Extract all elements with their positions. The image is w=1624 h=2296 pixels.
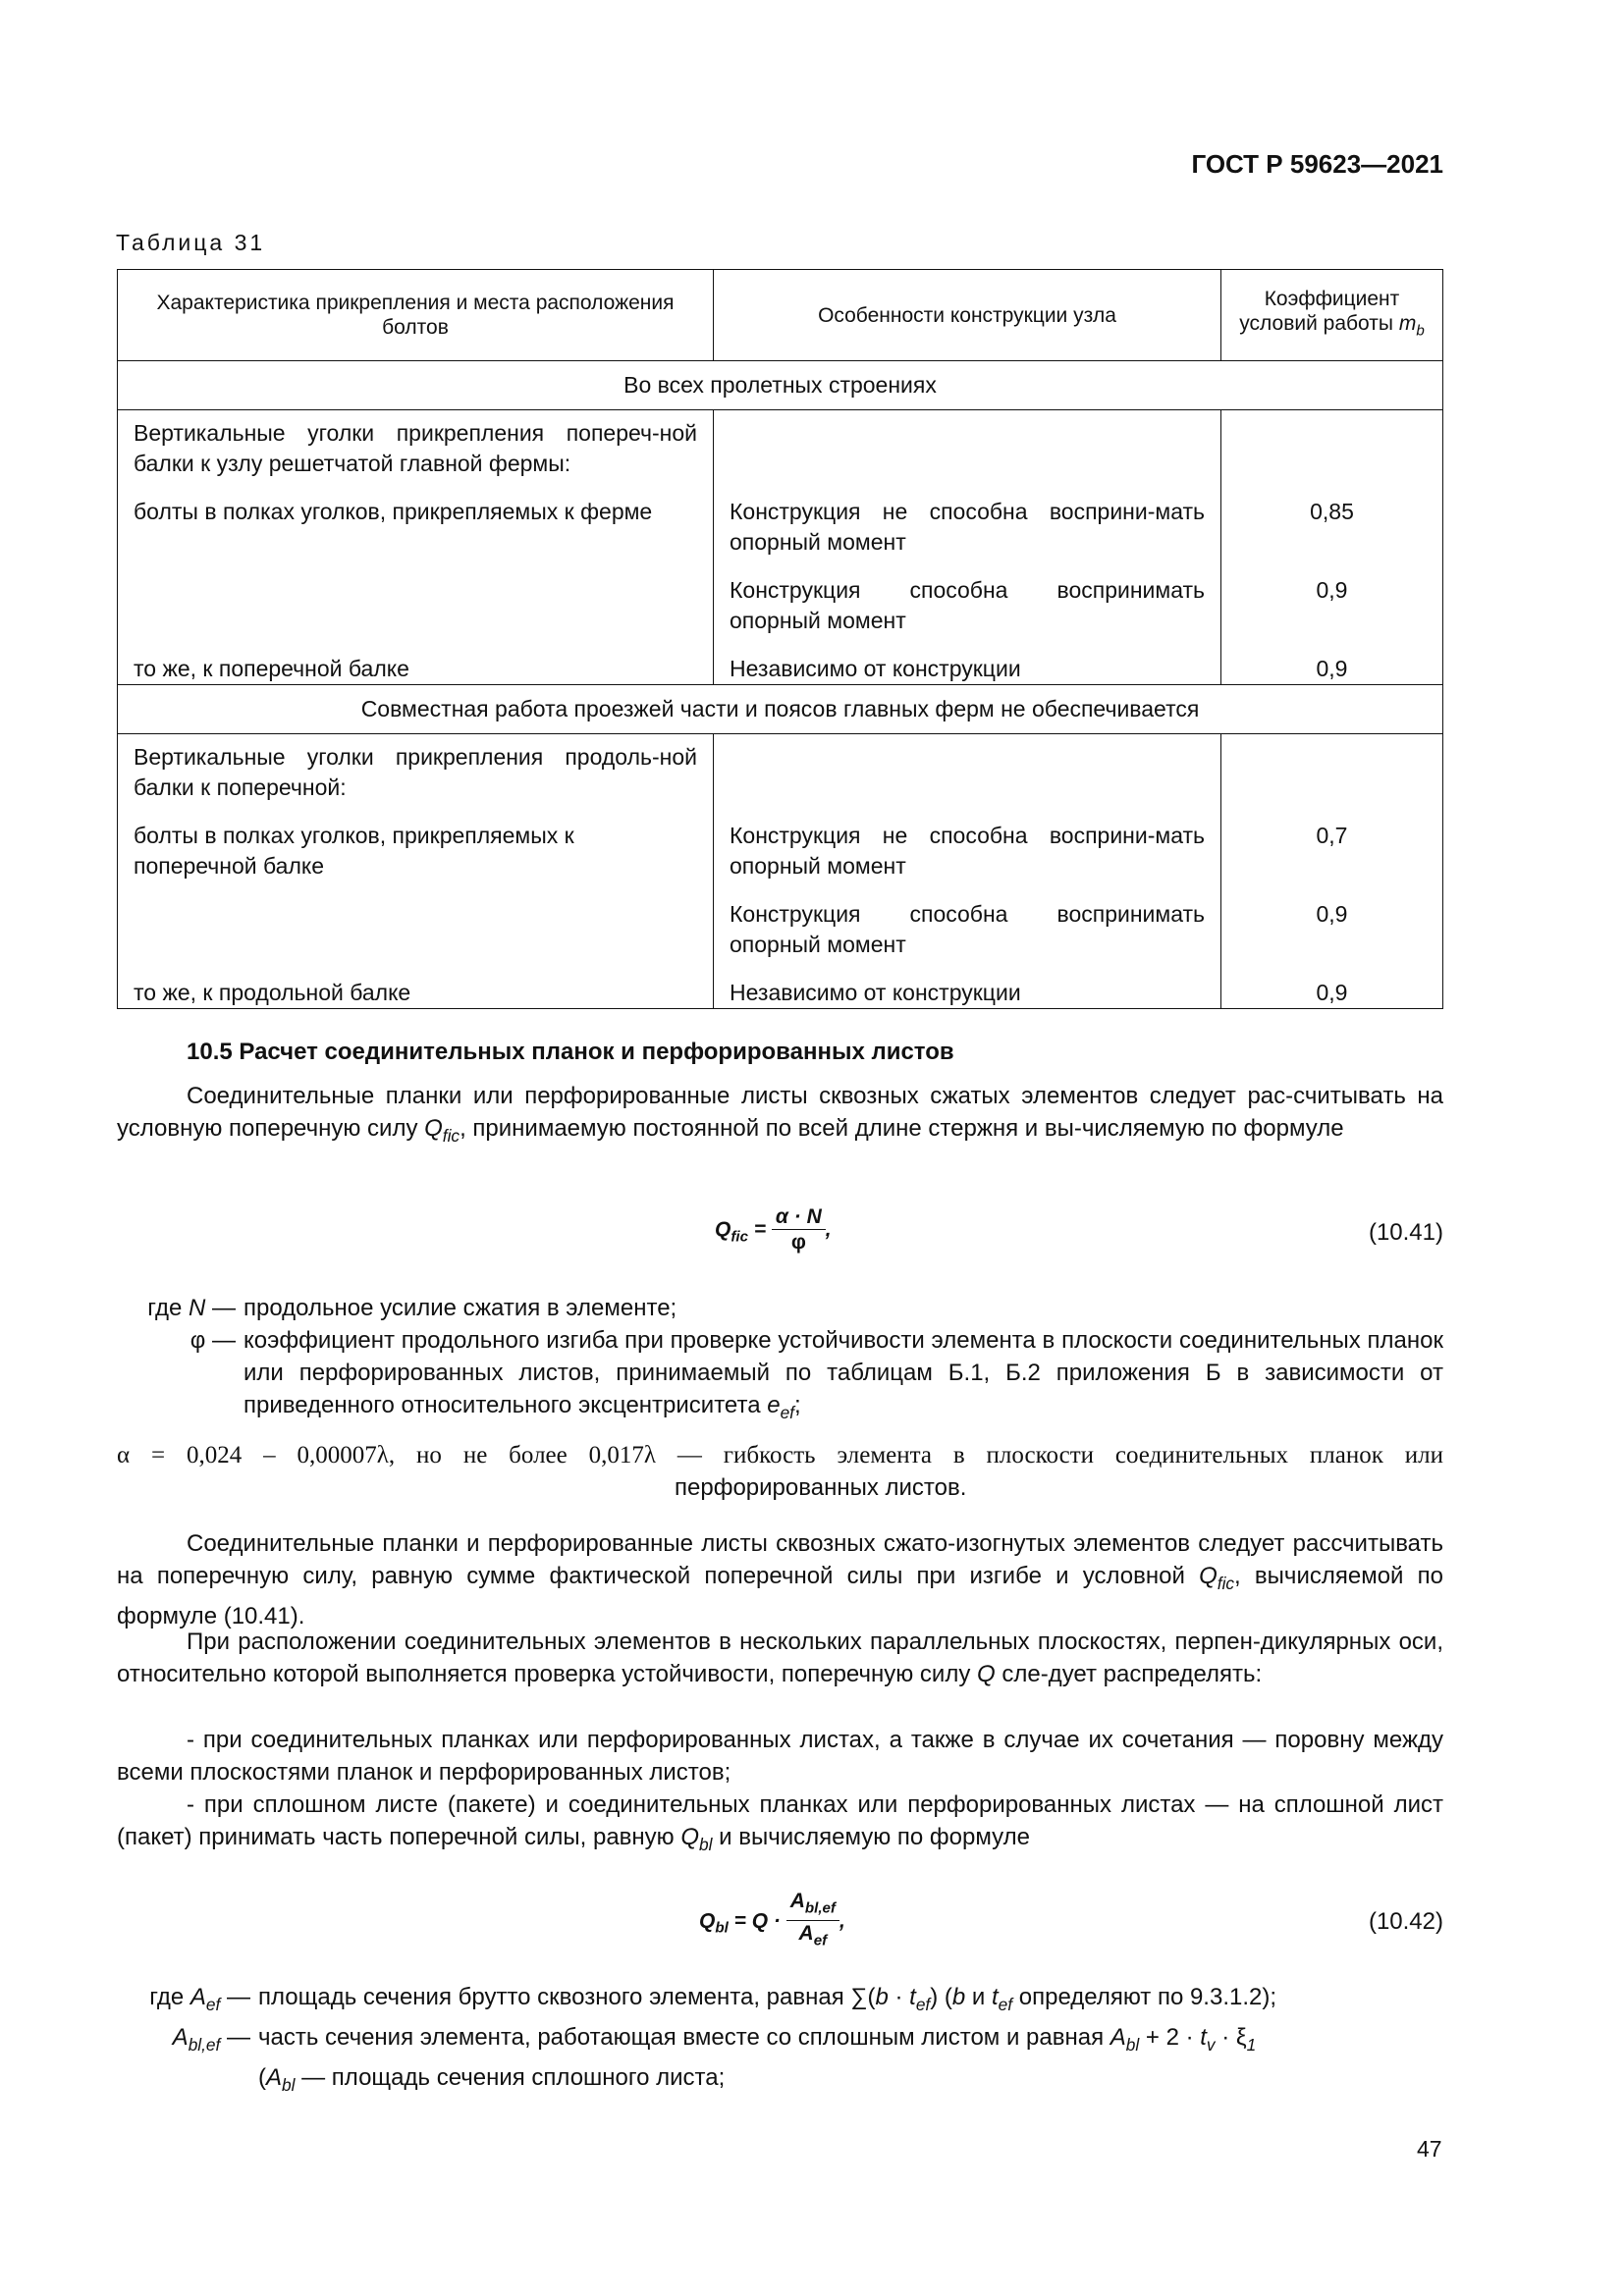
s1-row4-col1: то же, к поперечной балке	[134, 656, 409, 681]
section-2-col2	[714, 734, 1221, 1009]
eq1-numerator: α · N	[772, 1205, 826, 1230]
eq1-lhs: Q	[715, 1218, 731, 1242]
s1-row1-col1: Вертикальные уголки прикрепления попереч-ной балки к узлу решетчатой главной фермы:	[134, 420, 697, 476]
where1-row-n	[125, 1292, 1443, 1324]
eq2-fraction	[786, 1890, 839, 1954]
paragraph-3	[117, 1626, 1443, 1690]
where2-aef-sub: ef	[205, 1995, 221, 2015]
s2-row2-col2: Конструкция не способна восприни-мать опорный момент	[730, 823, 1205, 879]
eq1-denominator: φ	[790, 1231, 806, 1254]
section-row-1	[118, 361, 1443, 410]
where1-phi-text-a: коэффициент продольного изгиба при проверке устойчивости элемента в плоскости соединительных планок или перфорированных листов, принимаемый по таблицам Б.1, Б.2 приложения Б в зависимости от приведенного относительного эксцентриситета	[244, 1327, 1443, 1418]
p5-q-sub: bl	[699, 1835, 713, 1855]
where2-abl-sub: bl	[282, 2075, 296, 2096]
where2-aef-text-b: ) (	[930, 1984, 952, 2010]
where2-where-word: где	[149, 1984, 190, 2010]
where2-aef-b2: b	[951, 1984, 966, 2010]
s2-row2-col3: 0,7	[1316, 823, 1348, 848]
p2-text-a: Соединительные планки и перфорированные листы сквозных сжато-изогнутых элементов следует рассчитывать на поперечную силу, равную сумме фактической поперечной силы при изгибе и условной	[117, 1530, 1443, 1589]
section-1-col1	[118, 410, 714, 685]
s1-row2-col2: Конструкция не способна восприни-мать опорный момент	[730, 499, 1205, 555]
section-2-col1	[118, 734, 714, 1009]
where2-row-aef	[125, 1981, 1443, 2021]
paragraph-5	[117, 1789, 1443, 1861]
where1-row-phi	[125, 1324, 1443, 1429]
p2-q-sub: fic	[1217, 1574, 1235, 1594]
section-title: 10.5 Расчет соединительных планок и перфорированных листов	[187, 1039, 954, 1065]
section-2-title: Совместная работа проезжей части и поясов главных ферм не обеспечивается	[118, 685, 1443, 734]
where2-ablef-xi: · ξ	[1215, 2024, 1247, 2052]
where2-aef-text-c: определяют по 9.3.1.2);	[1012, 1984, 1277, 2010]
s2-row2-col1: болты в полках уголков, прикрепляемых к поперечной балке	[134, 823, 574, 879]
s2-row4-col1: то же, к продольной балке	[134, 980, 411, 1005]
where-list-1	[125, 1292, 1443, 1429]
eq2-num-sub: bl,ef	[804, 1899, 836, 1917]
p5-q: Q	[680, 1824, 700, 1850]
where2-aef-and: и	[965, 1984, 992, 2010]
eq2-denominator	[786, 1921, 839, 1953]
where-list-2	[125, 1981, 1443, 2102]
where2-ablef-xi-sub: 1	[1246, 2035, 1257, 2056]
s2-row4-col3: 0,9	[1316, 980, 1348, 1005]
where1-where-word: где	[147, 1295, 189, 1321]
col3-header-text: Коэффициент условий работы	[1239, 288, 1400, 336]
eq1-fraction	[772, 1205, 826, 1255]
section-1-title: Во всех пролетных строениях	[118, 361, 1443, 410]
where1-phi-e: e	[767, 1392, 781, 1418]
where1-phi-label: φ —	[189, 1327, 236, 1354]
s1-row2-col3: 0,85	[1310, 499, 1354, 524]
p3-text-b: сле-дует распределять:	[995, 1661, 1263, 1687]
p2-text-b: , вычисляемой по формуле (10.41).	[117, 1563, 1444, 1630]
where2-ablef-abl: A	[1110, 2024, 1126, 2052]
p1-text-a: Соединительные планки или перфорированные листы сквозных сжатых элементов следует рас-считывать на условную поперечную силу	[117, 1083, 1443, 1142]
where2-aef-t2-sub: ef	[998, 1995, 1013, 2015]
where2-ablef-text	[250, 2021, 1443, 2061]
where2-ablef-text-a: часть сечения элемента, работающая вместе со сплошным листом и равная	[258, 2024, 1110, 2052]
s1-row2-col1: болты в полках уголков, прикрепляемых к ферме	[134, 499, 653, 524]
p3-text-a: При расположении соединительных элементов в нескольких параллельных плоскостях, перпен-дикулярных оси, относительно которой выполняется проверка устойчивости, поперечную силу	[117, 1629, 1443, 1687]
s2-row3-col2: Конструкция способна воспринимать опорный момент	[730, 901, 1205, 957]
page-number: 47	[1417, 2136, 1442, 2162]
eq1-lhs-sub: fic	[731, 1228, 748, 1246]
eq2-lhs: Q	[699, 1909, 716, 1933]
where2-row-abl	[125, 2061, 1443, 2102]
section-1-body	[118, 410, 1443, 685]
s1-row4-col2: Независимо от конструкции	[730, 656, 1021, 681]
where1-phi-text	[236, 1324, 1443, 1429]
s1-row4-col3: 0,9	[1316, 656, 1348, 681]
where2-abl-text	[250, 2061, 1443, 2102]
eq1-eq: =	[747, 1218, 772, 1242]
where2-ablef-t: t	[1200, 2024, 1207, 2052]
where2-ablef-sym: A	[172, 2024, 189, 2052]
where1-alpha-line: α = 0,024 – 0,00007λ, но не более 0,017λ — гибкость элемента в плоскости соединительных планок или	[117, 1442, 1443, 1468]
eq2-tail: ,	[839, 1909, 845, 1933]
s1-row3-col2: Конструкция способна воспринимать опорный момент	[730, 577, 1205, 633]
where2-aef-sym: A	[189, 1984, 206, 2010]
eq2-lhs-sub: bl	[715, 1919, 729, 1937]
table-header-row	[118, 270, 1443, 361]
where2-row-ablef	[125, 2021, 1443, 2061]
section-2-col3	[1221, 734, 1443, 1009]
where1-phi-sym: φ	[189, 1327, 206, 1354]
p1-q: Q	[424, 1115, 443, 1142]
where1-n-text: продольное усилие сжатия в элементе;	[244, 1295, 677, 1321]
section-1-col3	[1221, 410, 1443, 685]
s2-row1-col1: Вертикальные уголки прикрепления продоль-ной балки к поперечной:	[134, 744, 697, 800]
where2-aef-b: b	[875, 1984, 889, 2010]
p5-text-a: - при сплошном листе (пакете) и соединительных планках или перфорированных листах — на сплошной лист (пакет) принимать часть поперечной силы, равную	[117, 1791, 1443, 1850]
equation-number-10-41: (10.41)	[1368, 1219, 1443, 1246]
col3-header-subscript: b	[1416, 322, 1425, 340]
where2-ablef-label: $A_{bl,ef}$ —	[172, 2024, 250, 2056]
where2-aef-label: где $A_{ef}$ —	[149, 1984, 250, 2015]
document-code: ГОСТ Р 59623—2021	[1191, 149, 1443, 179]
paragraph-4: - при соединительных планках или перфорированных листах, а также в случае их сочетания — поровну между всеми плоскостями планок и перфорированных листов;	[117, 1727, 1443, 1786]
where1-n-label: где N —	[147, 1295, 236, 1321]
col2-header: Особенности конструкции узла	[714, 270, 1221, 361]
where2-ablef-plus: + 2 ·	[1139, 2024, 1201, 2052]
where2-abl-spacer	[125, 2061, 250, 2102]
p2-q: Q	[1199, 1563, 1218, 1589]
table-caption: Таблица 31	[116, 230, 266, 255]
col3-header	[1221, 270, 1443, 361]
p1-text-b: , принимаемую постоянной по всей длине стержня и вы-числяемую по формуле	[460, 1115, 1344, 1142]
where2-ablef-t-sub: v	[1206, 2035, 1216, 2056]
where2-ablef-sub: bl,ef	[188, 2035, 221, 2056]
section-1-col2	[714, 410, 1221, 685]
where2-aef-t-sub: ef	[915, 1995, 931, 2015]
eq2-numerator	[786, 1890, 839, 1921]
eq2-eq: = Q ·	[728, 1909, 786, 1933]
p1-q-sub: fic	[442, 1126, 460, 1147]
eq1-tail: ,	[825, 1218, 832, 1242]
where2-aef-t: t	[909, 1984, 916, 2010]
col3-header-symbol: m	[1398, 312, 1417, 336]
section-2-body	[118, 734, 1443, 1009]
formula-10-42	[699, 1890, 845, 1954]
where1-phi-text-b: ;	[793, 1392, 801, 1418]
where2-aef-text-a: площадь сечения брутто сквозного элемента, равная ∑(	[258, 1984, 876, 2010]
eq2-den-a: A	[798, 1922, 814, 1946]
where2-aef-dot: ·	[888, 1984, 910, 2010]
col1-header: Характеристика прикрепления и места расположения болтов	[118, 270, 714, 361]
where1-phi-e-sub: ef	[780, 1403, 794, 1423]
where1-n-sym: N	[188, 1295, 206, 1321]
eq2-den-sub: ef	[813, 1932, 828, 1949]
p3-q: Q	[977, 1661, 996, 1687]
s2-row4-col2: Независимо от конструкции	[730, 980, 1021, 1005]
where2-abl-text-b: — площадь сечения сплошного листа;	[295, 2064, 726, 2092]
where2-abl-sym: A	[266, 2064, 283, 2092]
eq2-num-a: A	[789, 1890, 805, 1912]
s2-row3-col3: 0,9	[1316, 901, 1348, 927]
where2-aef-t2: t	[992, 1984, 999, 2010]
where1-alpha-line-2: перфорированных листов.	[675, 1474, 967, 1501]
where2-abl-open: (	[258, 2064, 266, 2092]
where2-aef-text	[250, 1981, 1443, 2021]
p5-text-b: и вычисляемую по формуле	[712, 1824, 1030, 1850]
section-row-2	[118, 685, 1443, 734]
s1-row3-col3: 0,9	[1316, 577, 1348, 603]
table-31	[117, 269, 1443, 1009]
formula-10-41	[715, 1205, 832, 1255]
paragraph-2	[117, 1527, 1443, 1632]
equation-number-10-42: (10.42)	[1368, 1908, 1443, 1935]
paragraph-1	[117, 1080, 1443, 1152]
where2-ablef-abl-sub: bl	[1125, 2035, 1140, 2056]
